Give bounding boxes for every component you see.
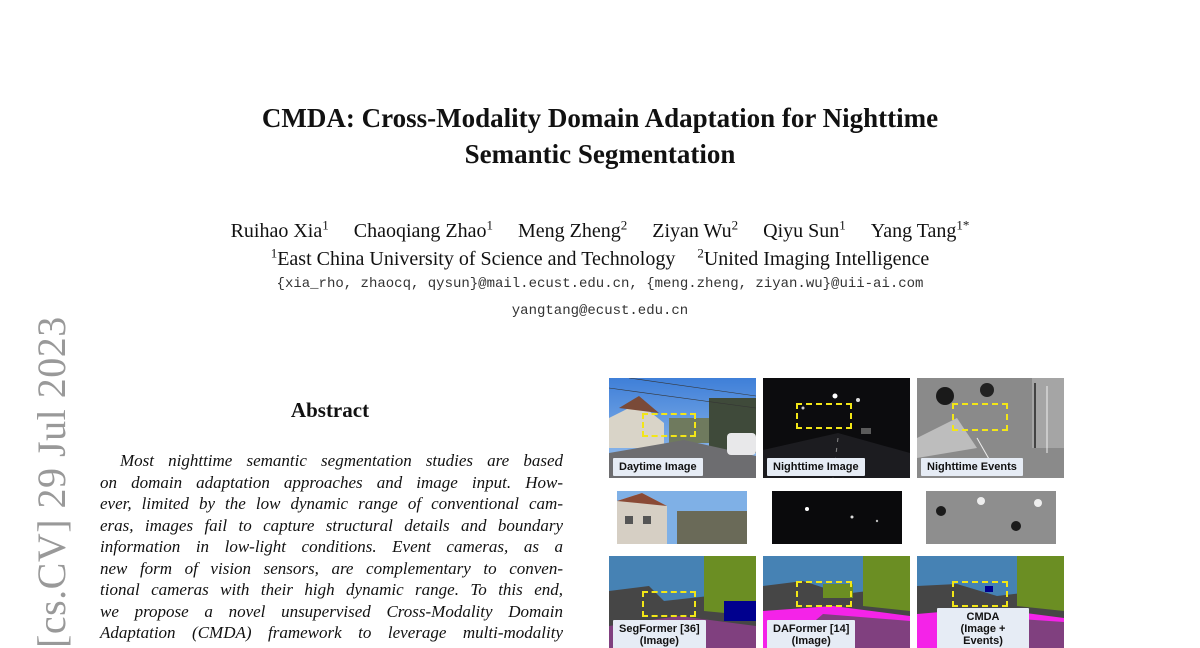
abstract-heading: Abstract: [290, 398, 370, 422]
nighttime-label: Nighttime Image: [767, 458, 865, 476]
abstract-line: Most nighttime semantic segmentation studies are based: [120, 451, 563, 470]
abstract-line: we propose a novel unsupervised Cross-Modality Domain: [100, 601, 563, 621]
affiliation-1: $^1$East China University of Science and Technology: [270, 245, 676, 270]
abstract-body: [100, 450, 563, 644]
daytime-crop: [617, 491, 747, 544]
cmda-label: CMDA (Image + Events): [937, 608, 1029, 648]
abstract-line: ever, limited by the low dynamic range of conventional cam-: [100, 494, 563, 513]
abstract-line: information in low-light conditions. Event cameras, as a: [100, 537, 563, 556]
highlight-box: [642, 591, 696, 617]
nighttime-crop-image: [772, 491, 902, 544]
author: Yang Tang$^{1*}$: [870, 217, 970, 242]
abstract-line: eras, images fail to capture structural details and boundary: [100, 515, 563, 535]
daytime-image-panel: [609, 378, 756, 478]
paper-title: [0, 100, 1200, 172]
highlight-box: [952, 581, 1008, 607]
affiliations: [0, 240, 1200, 272]
author: Ziyan Wu$^2$: [652, 217, 739, 242]
cmda-panel: [917, 556, 1064, 648]
nighttime-image-panel: [763, 378, 910, 478]
highlight-box: [796, 403, 852, 429]
author: Meng Zheng$^2$: [517, 217, 628, 242]
highlight-box: [952, 403, 1008, 431]
highlight-box: [796, 581, 852, 607]
affiliation-2: $^2$United Imaging Intelligence: [697, 245, 930, 270]
abstract-line: on domain adaptation approaches and image input. How-: [100, 472, 563, 492]
nighttime-crop: [772, 491, 902, 544]
events-label: Nighttime Events: [921, 458, 1023, 476]
abstract-line: tional cameras with their high dynamic range. To this end,: [100, 580, 563, 599]
author: Qiyu Sun$^1$: [763, 217, 846, 242]
abstract-line: Adaptation (CMDA) framework to leverage multi-modality: [100, 623, 563, 642]
author-list: [0, 212, 1200, 244]
daformer-label: DAFormer [14] (Image): [767, 620, 855, 648]
arxiv-stamp: [cs.CV] 29 Jul 2023: [29, 316, 74, 648]
author: Chaoqiang Zhao$^1$: [353, 217, 493, 242]
segformer-panel: [609, 556, 756, 648]
email-line-2: yangtang@ecust.edu.cn: [511, 303, 689, 319]
segformer-label: SegFormer [36] (Image): [613, 620, 706, 648]
title-line-1: CMDA: Cross-Modality Domain Adaptation for Nighttime: [261, 103, 939, 133]
email-line-1: {xia_rho, zhaocq, qysun}@mail.ecust.edu.cn, {meng.zheng, ziyan.wu}@uii-ai.com: [276, 276, 924, 292]
title-line-2: Semantic Segmentation: [464, 139, 736, 169]
author: Ruihao Xia$^1$: [230, 217, 329, 242]
events-crop: [926, 491, 1056, 544]
events-crop-image: [926, 491, 1056, 544]
daytime-crop-image: [617, 491, 747, 544]
daformer-panel: [763, 556, 910, 648]
daytime-label: Daytime Image: [613, 458, 703, 476]
abstract-line: new form of vision sensors, are complementary to conven-: [100, 558, 563, 578]
highlight-box: [642, 413, 696, 437]
events-image-panel: [917, 378, 1064, 478]
